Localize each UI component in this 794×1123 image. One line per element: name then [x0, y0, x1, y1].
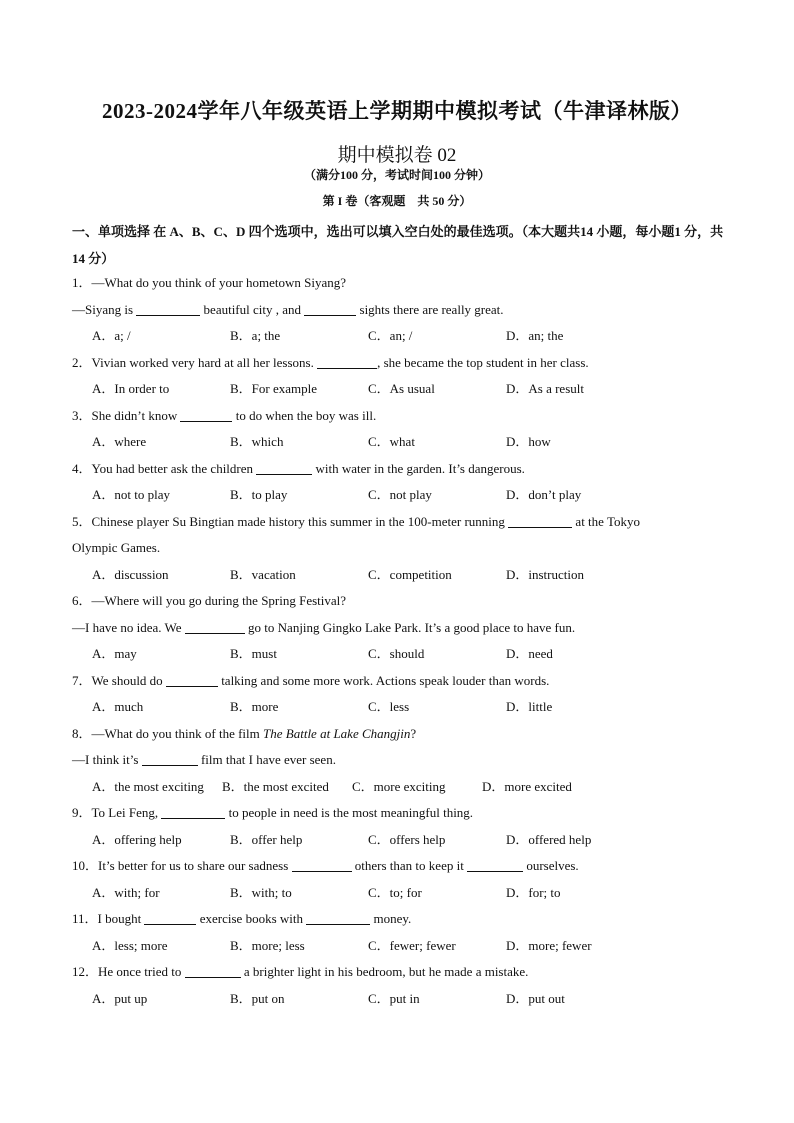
question-text: He once tried to	[98, 964, 185, 979]
option-c[interactable]: C．an; /	[368, 328, 413, 343]
question-1	[72, 270, 732, 350]
option-b[interactable]: B．a; the	[230, 328, 281, 343]
question-11	[72, 906, 732, 959]
option-a[interactable]: A．In order to	[92, 381, 170, 396]
question-line	[72, 959, 732, 986]
question-line	[72, 853, 732, 880]
film-title: The Battle at Lake Changjin	[263, 725, 411, 741]
question-text: others than to keep it	[351, 858, 468, 873]
option-row	[72, 429, 732, 456]
question-text: exercise books with	[196, 911, 307, 926]
question-line	[72, 615, 732, 642]
question-8	[72, 721, 732, 801]
question-5	[72, 509, 732, 589]
question-text: I bought	[97, 911, 145, 926]
question-line	[72, 747, 732, 774]
question-4	[72, 456, 732, 509]
question-text: —What do you think of the film	[91, 725, 264, 741]
option-d[interactable]: D．for; to	[506, 884, 561, 900]
option-c[interactable]: C．fewer; fewer	[368, 937, 456, 953]
answer-blank[interactable]	[304, 301, 356, 316]
question-line	[72, 509, 732, 536]
question-3	[72, 403, 732, 456]
question-line	[72, 588, 732, 615]
question-text: talking and some more work. Actions speak louder than words.	[217, 672, 550, 688]
answer-blank[interactable]	[317, 354, 377, 369]
option-d[interactable]: D．put out	[506, 990, 565, 1006]
option-c[interactable]: C．not play	[368, 487, 432, 502]
option-d[interactable]: D．As a result	[506, 381, 584, 396]
exam-subtitle: 期中模拟卷 02	[337, 145, 457, 166]
question-text: go to Nanjing Gingko Lake Park. It’s a good place to have fun.	[244, 619, 576, 635]
option-row	[72, 986, 732, 1013]
question-text: money.	[370, 911, 412, 926]
option-a[interactable]: A．not to play	[92, 487, 170, 502]
question-list	[72, 270, 732, 1012]
option-b[interactable]: B．the most excited	[222, 778, 329, 794]
answer-blank[interactable]	[185, 619, 245, 634]
answer-blank[interactable]	[508, 513, 572, 528]
option-b[interactable]: B．to play	[230, 487, 288, 502]
question-text: a brighter light in his bedroom, but he made a mistake.	[240, 964, 529, 979]
exam-title: 2023-2024学年八年级英语上学期期中模拟考试（牛津译林版）	[102, 99, 692, 123]
option-row	[72, 933, 732, 960]
question-text: to do when the boy was ill.	[232, 407, 377, 423]
question-text: It’s better for us to share our sadness	[98, 858, 292, 873]
option-c[interactable]: C．competition	[368, 566, 452, 582]
question-2	[72, 350, 732, 403]
question-text: You had better ask the children	[91, 460, 257, 476]
option-c[interactable]: C．what	[368, 434, 415, 449]
question-text: at the Tokyo	[572, 513, 640, 529]
question-text: to people in need is the most meaningful thing.	[225, 805, 474, 820]
question-number: 1．	[72, 275, 92, 290]
question-line	[72, 456, 732, 483]
option-c[interactable]: C．more exciting	[352, 778, 446, 794]
answer-blank[interactable]	[142, 751, 198, 766]
question-line	[72, 535, 732, 562]
question-6	[72, 588, 732, 668]
option-row	[72, 482, 732, 509]
answer-blank[interactable]	[180, 407, 232, 422]
score-time-note: （满分100 分，考试时间100 分钟）	[303, 168, 490, 182]
question-line	[72, 350, 732, 377]
question-line	[72, 668, 732, 695]
question-text: —What do you think of your hometown Siyang?	[91, 275, 347, 290]
option-row	[72, 827, 732, 854]
answer-blank[interactable]	[292, 857, 352, 872]
option-c[interactable]: C．offers help	[368, 831, 446, 847]
option-row	[72, 694, 732, 721]
question-text: We should do	[91, 672, 166, 688]
question-text: She didn’t know	[91, 407, 181, 423]
answer-blank[interactable]	[256, 460, 312, 475]
question-text: Vivian worked very hard at all her lessons.	[91, 354, 318, 370]
question-10	[72, 853, 732, 906]
question-line	[72, 800, 732, 827]
answer-blank[interactable]	[467, 857, 523, 872]
question-text: film that I have ever seen.	[197, 752, 336, 767]
question-text: Olympic Games.	[72, 540, 161, 555]
option-row	[72, 880, 732, 907]
question-text: —Siyang is	[72, 301, 137, 317]
question-number: 9．	[72, 805, 92, 820]
question-text: beautiful city , and	[200, 301, 305, 317]
option-a[interactable]: A．may	[92, 646, 137, 661]
question-text: ourselves.	[523, 858, 579, 873]
question-number: 3．	[72, 407, 92, 423]
option-d[interactable]: D．more; fewer	[506, 937, 592, 953]
question-number: 4．	[72, 460, 92, 476]
option-c[interactable]: C．put in	[368, 990, 420, 1006]
option-c[interactable]: C．should	[368, 646, 425, 661]
option-c[interactable]: C．less	[368, 699, 410, 714]
option-d[interactable]: D．little	[506, 699, 553, 714]
answer-blank[interactable]	[161, 804, 225, 819]
option-d[interactable]: D．how	[506, 434, 551, 449]
question-text: —I think it’s	[72, 752, 142, 767]
question-number: 6．	[72, 593, 92, 608]
question-line	[72, 403, 732, 430]
question-number: 10．	[72, 858, 99, 873]
option-b[interactable]: B．must	[230, 646, 277, 661]
option-a[interactable]: A．much	[92, 699, 144, 714]
answer-blank[interactable]	[144, 910, 196, 925]
question-line	[72, 297, 732, 324]
question-line	[72, 270, 732, 297]
option-b[interactable]: B．For example	[230, 381, 318, 396]
option-row	[72, 641, 732, 668]
option-b[interactable]: B．put on	[230, 990, 285, 1006]
question-number: 12．	[72, 964, 99, 979]
answer-blank[interactable]	[306, 910, 370, 925]
answer-blank[interactable]	[185, 963, 241, 978]
option-row	[72, 774, 732, 801]
option-d[interactable]: D．instruction	[506, 566, 584, 582]
question-line	[72, 721, 732, 748]
option-a[interactable]: A．the most exciting	[92, 778, 204, 794]
question-text: —I have no idea. We	[72, 619, 185, 635]
option-d[interactable]: D．an; the	[506, 328, 564, 343]
question-text: To Lei Feng,	[91, 805, 162, 820]
option-c[interactable]: C．to; for	[368, 884, 422, 900]
question-number: 11．	[72, 911, 98, 926]
question-9	[72, 800, 732, 853]
part-heading: 第 I 卷（客观题 共 50 分）	[322, 194, 472, 208]
option-d[interactable]: D．need	[506, 646, 553, 661]
option-a[interactable]: A．less; more	[92, 937, 168, 953]
option-b[interactable]: B．vacation	[230, 566, 296, 582]
question-number: 7．	[72, 672, 92, 688]
question-text: , she became the top student in her class.	[377, 354, 589, 370]
answer-blank[interactable]	[166, 672, 218, 687]
option-a[interactable]: A．offering help	[92, 831, 182, 847]
question-number: 2．	[72, 354, 92, 370]
option-a[interactable]: A．a; /	[92, 328, 131, 343]
question-text: sights there are really great.	[356, 301, 504, 317]
question-text: with water in the garden. It’s dangerous.	[312, 460, 525, 476]
option-row	[72, 562, 732, 589]
question-text: ?	[410, 725, 417, 741]
option-b[interactable]: B．more; less	[230, 937, 305, 953]
option-a[interactable]: A．where	[92, 434, 147, 449]
question-line	[72, 906, 732, 933]
option-b[interactable]: B．with; to	[230, 884, 292, 900]
option-c[interactable]: C．As usual	[368, 381, 435, 396]
answer-blank[interactable]	[136, 301, 200, 316]
question-text: Chinese player Su Bingtian made history this summer in the 100-meter running	[91, 513, 509, 529]
option-b[interactable]: B．which	[230, 434, 284, 449]
option-d[interactable]: D．offered help	[506, 831, 592, 847]
option-d[interactable]: D．more excited	[482, 778, 572, 794]
option-a[interactable]: A．with; for	[92, 884, 160, 900]
option-b[interactable]: B．offer help	[230, 831, 303, 847]
section-instruction: 一、单项选择 在 A、B、C、D 四个选项中，选出可以填入空白处的最佳选项。（本大题共14 小题，每小题1 分，共14 分）	[72, 224, 724, 266]
option-row	[72, 376, 732, 403]
option-b[interactable]: B．more	[230, 699, 279, 714]
option-row	[72, 323, 732, 350]
question-text: —Where will you go during the Spring Festival?	[91, 593, 347, 608]
option-a[interactable]: A．discussion	[92, 566, 169, 582]
question-number: 5．	[72, 513, 92, 529]
question-12	[72, 959, 732, 1012]
option-a[interactable]: A．put up	[92, 990, 148, 1006]
question-number: 8．	[72, 725, 92, 741]
question-7	[72, 668, 732, 721]
option-d[interactable]: D．don’t play	[506, 487, 582, 502]
